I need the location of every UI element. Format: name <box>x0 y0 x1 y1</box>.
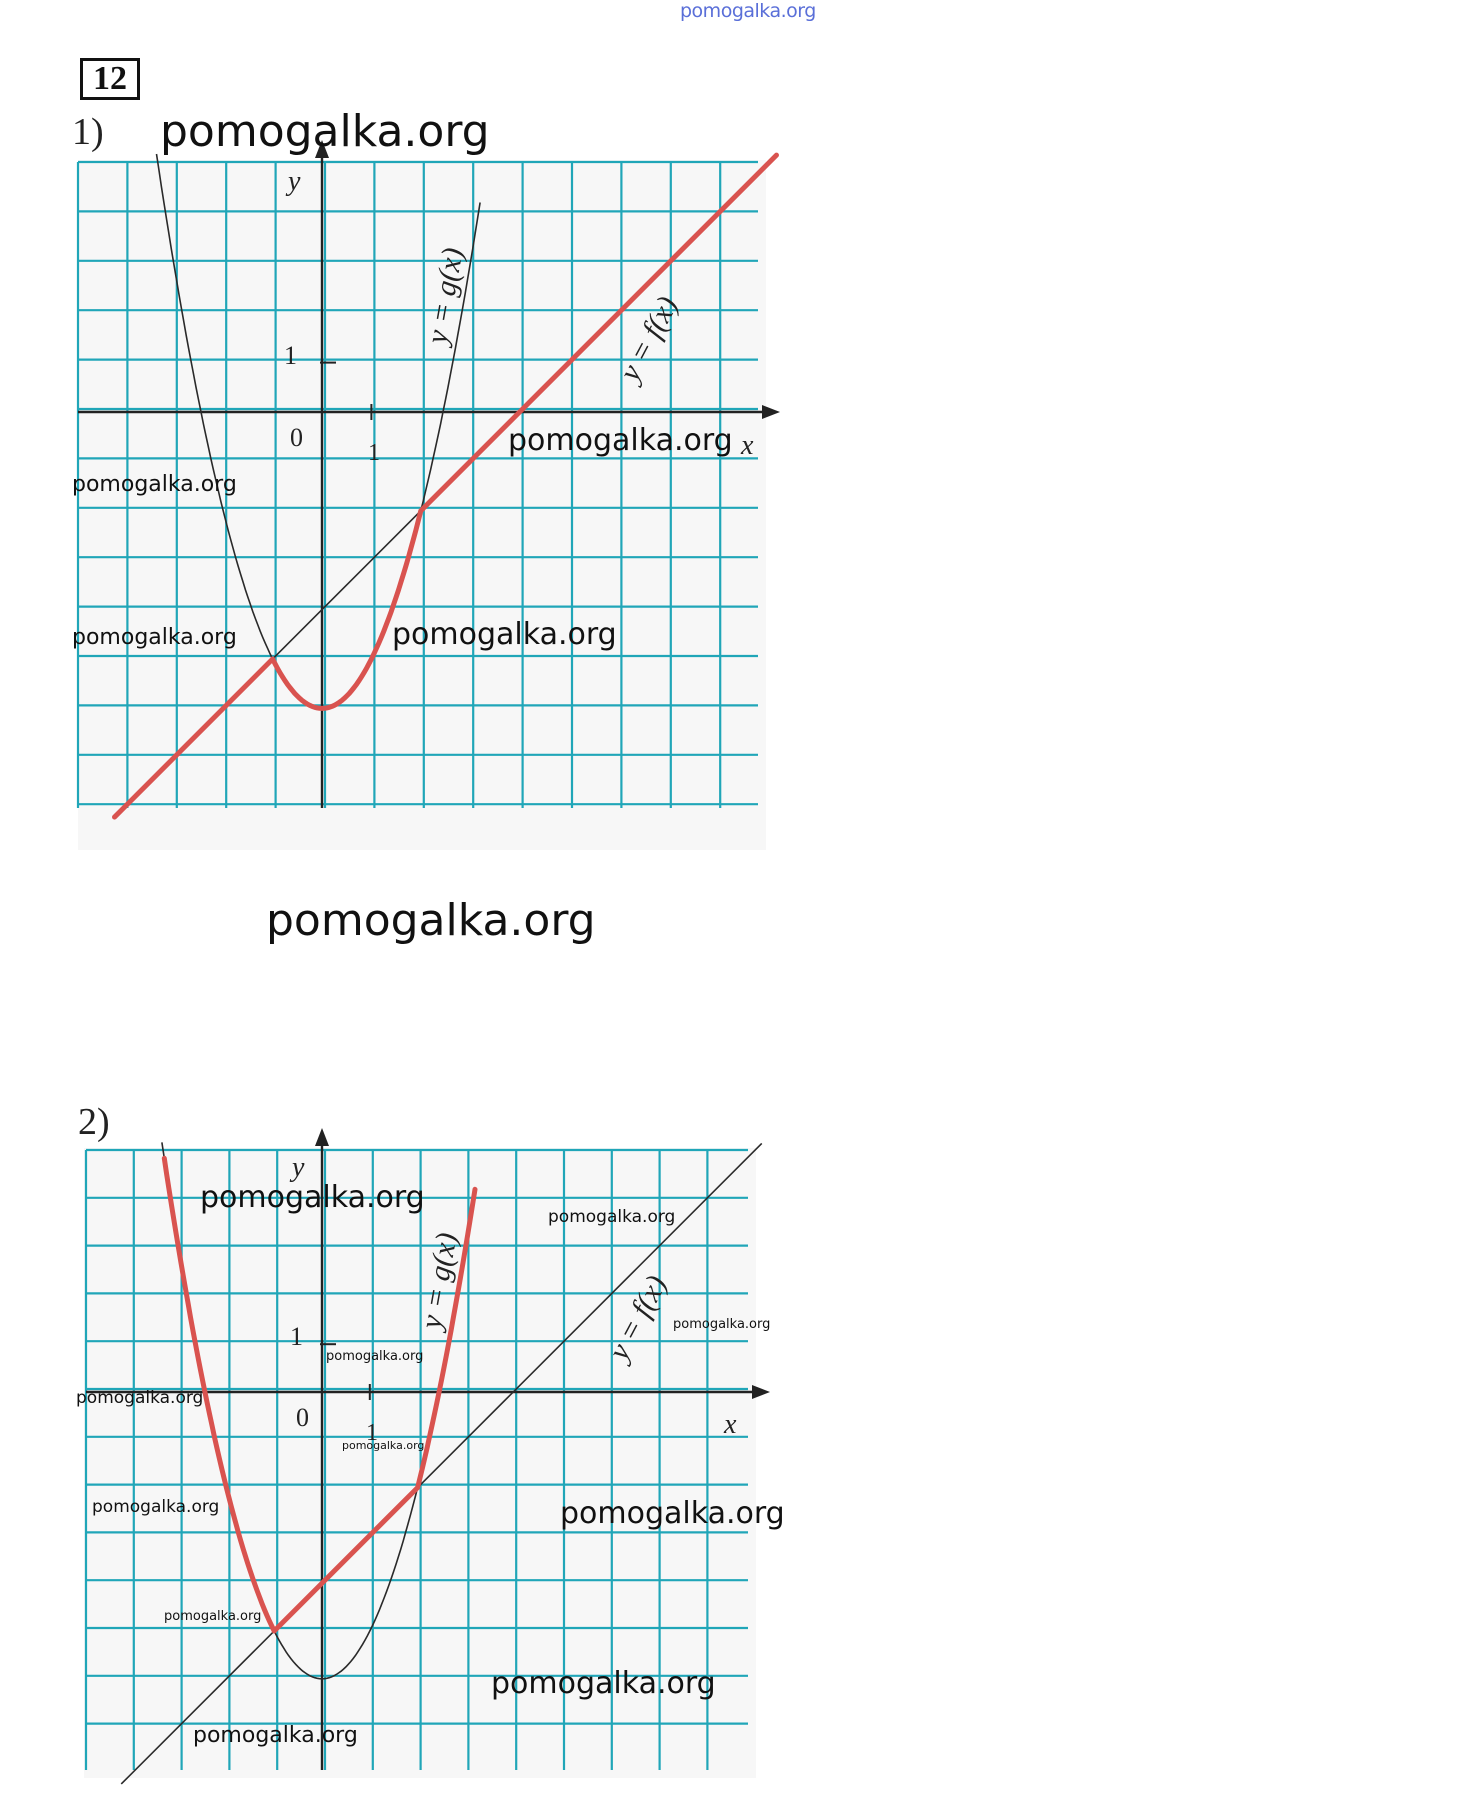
watermark-p2-bottom: pomogalka.org <box>193 1723 358 1748</box>
graph-1-x-label: x <box>741 430 754 461</box>
graph-2-f-label: y = f(x) <box>602 1270 674 1366</box>
watermark-p1-mid: pomogalka.org <box>392 617 617 652</box>
watermark-p1-xaxis: pomogalka.org <box>508 423 733 458</box>
watermark-p1-left-a: pomogalka.org <box>72 472 237 497</box>
watermark-p1-title: pomogalka.org <box>160 106 490 157</box>
watermark-p2-right-mid: pomogalka.org <box>560 1496 785 1531</box>
watermark-p2-left-mid: pomogalka.org <box>92 1497 220 1517</box>
part-1-label: 1) <box>72 111 104 153</box>
graph-2-y-unit-label: 1 <box>290 1322 303 1351</box>
watermark-p2-below-one: pomogalka.org <box>342 1439 425 1452</box>
watermark-p2-top-left: pomogalka.org <box>200 1180 425 1215</box>
watermark-p1-left-b: pomogalka.org <box>72 625 237 650</box>
watermark-p2-right-small: pomogalka.org <box>673 1317 771 1332</box>
watermark-p2-left-axis: pomogalka.org <box>76 1388 204 1408</box>
part-2-label: 2) <box>78 1101 110 1143</box>
watermark-p1-below: pomogalka.org <box>266 895 596 946</box>
graph-2-x-unit-label: 1 <box>366 1420 378 1446</box>
header-watermark: pomogalka.org <box>680 0 816 22</box>
graph-2-x-label: x <box>724 1409 737 1440</box>
graph-1-y-unit-label: 1 <box>284 341 297 370</box>
watermark-p2-near-unit: pomogalka.org <box>326 1349 424 1364</box>
graph-2-g-label: y = g(x) <box>414 1230 464 1332</box>
watermark-p2-top-right: pomogalka.org <box>548 1207 676 1227</box>
graph-1-y-label: y <box>288 166 301 197</box>
watermark-p2-low-left-small: pomogalka.org <box>164 1609 262 1624</box>
y-axis-arrow <box>315 1128 329 1146</box>
graph-2-y-label: y <box>292 1152 305 1183</box>
graph-1-x-unit-label: 1 <box>368 440 380 466</box>
problem-number: 12 <box>80 58 140 100</box>
x-axis-arrow <box>752 1385 770 1399</box>
graph-1-f-label: y = f(x) <box>613 291 685 387</box>
graph-1-g-label: y = g(x) <box>420 245 470 347</box>
watermark-p2-low-right: pomogalka.org <box>491 1666 716 1701</box>
graph-1-origin-label: 0 <box>290 423 303 452</box>
graph-2-origin-label: 0 <box>296 1403 309 1432</box>
